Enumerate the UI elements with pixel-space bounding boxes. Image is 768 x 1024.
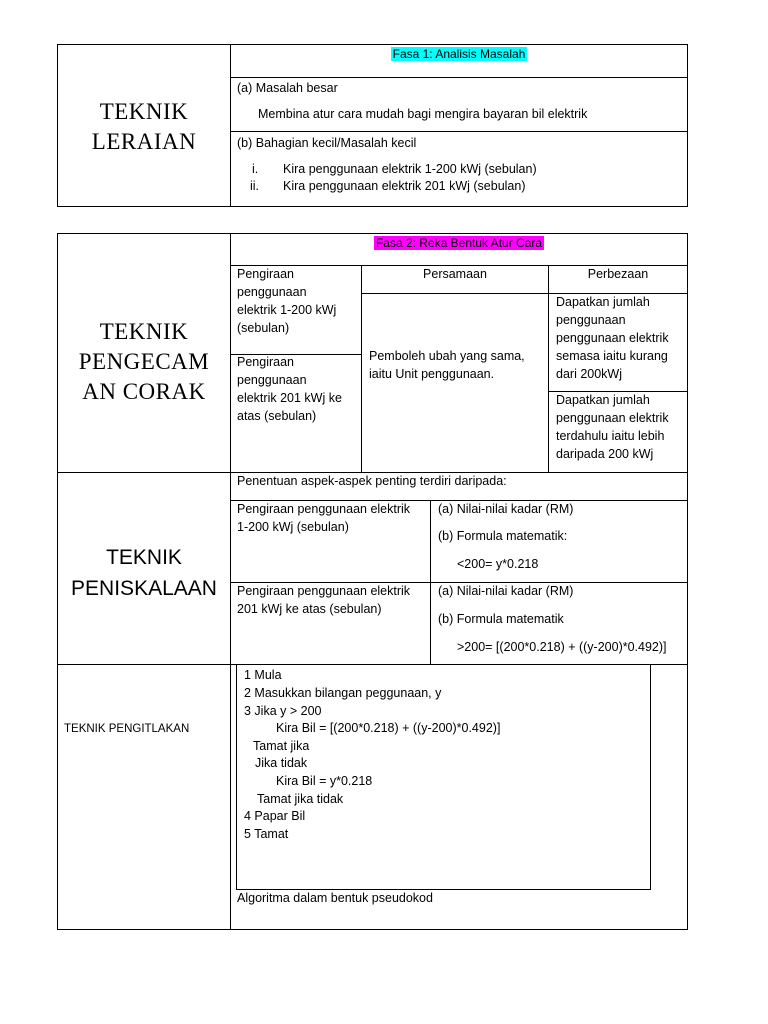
pseudocode-caption: Algoritma dalam bentuk pseudokod: [237, 891, 433, 905]
fasa2-header: Fasa 2: Reka Bentuk Atur Cara: [375, 236, 543, 250]
persamaan-text: Pemboleh ubah yang sama, iaitu Unit penggunaan.: [369, 349, 525, 381]
list-item: Kira penggunaan elektrik 201 kWj (sebulan): [283, 179, 526, 193]
peniskalaan-row2-left: Pengiraan penggunaan elektrik 201 kWj ke atas (sebulan): [237, 584, 411, 616]
row2-formula: >200= [(200*0.218) + ((y-200)*0.492)]: [457, 640, 667, 654]
peniskalaan-row1-left: Pengiraan penggunaan elektrik 1-200 kWj (sebulan): [237, 502, 411, 534]
row1-nilai-kadar: (a) Nilai-nilai kadar (RM): [438, 502, 574, 516]
pseudo-line: Tamat jika tidak: [257, 792, 344, 806]
col-header-perbezaan: Perbezaan: [587, 267, 649, 281]
teknik-peniskalaan-label: TEKNIK PENISKALAAN: [71, 546, 217, 600]
fasa1-header: Fasa 1: Analisis Masalah: [392, 47, 526, 61]
pseudo-line: Kira Bil = y*0.218: [276, 774, 373, 788]
fasa2-header-cell: [231, 234, 687, 252]
teknik-pengecaman-corak-label: TEKNIK PENGECAM AN CORAK: [78, 319, 210, 404]
list-item: Kira penggunaan elektrik 1-200 kWj (sebulan): [283, 162, 537, 176]
row1-formula: <200= y*0.218: [457, 557, 539, 571]
corak-row2-label: Pengiraan penggunaan elektrik 201 kWj ke atas (sebulan): [237, 355, 342, 423]
teknik-leraian-label: TEKNIK LERAIAN: [91, 99, 197, 154]
list-item-num: ii.: [250, 179, 260, 193]
list-item-num: i.: [252, 162, 259, 176]
masalah-besar-label: (a) Masalah besar: [237, 81, 338, 95]
pseudo-line: 4 Papar Bil: [244, 809, 306, 823]
pseudo-line: 5 Tamat: [244, 827, 289, 841]
pseudo-line: Jika tidak: [255, 756, 308, 770]
col-header-persamaan: Persamaan: [423, 267, 487, 281]
pseudo-line: 2 Masukkan bilangan peggunaan, y: [244, 686, 442, 700]
perbezaan-1: Dapatkan jumlah penggunaan penggunaan elektrik semasa iaitu kurang dari 200kWj: [556, 295, 669, 381]
perbezaan-2: Dapatkan jumlah penggunaan elektrik terdahulu iaitu lebih daripada 200 kWj: [556, 393, 669, 461]
row2-formula-label: (b) Formula matematik: [438, 612, 564, 626]
fasa1-header-cell: [231, 45, 687, 63]
teknik-pengitlakan-label: TEKNIK PENGITLAKAN: [64, 723, 190, 735]
masalah-besar-text: Membina atur cara mudah bagi mengira bayaran bil elektrik: [258, 107, 588, 121]
row1-formula-label: (b) Formula matematik:: [438, 529, 568, 543]
pseudo-line: 3 Jika y > 200: [244, 704, 322, 718]
pseudo-line: 1 Mula: [244, 668, 282, 682]
corak-row1-label: Pengiraan penggunaan elektrik 1-200 kWj (sebulan): [237, 267, 337, 335]
pseudo-line: Tamat jika: [253, 739, 310, 753]
pseudo-line: Kira Bil = [(200*0.218) + ((y-200)*0.492)]: [276, 721, 501, 735]
peniskalaan-intro: Penentuan aspek-aspek penting terdiri daripada:: [237, 474, 507, 488]
masalah-kecil-label: (b) Bahagian kecil/Masalah kecil: [237, 136, 417, 150]
row2-nilai-kadar: (a) Nilai-nilai kadar (RM): [438, 584, 574, 598]
